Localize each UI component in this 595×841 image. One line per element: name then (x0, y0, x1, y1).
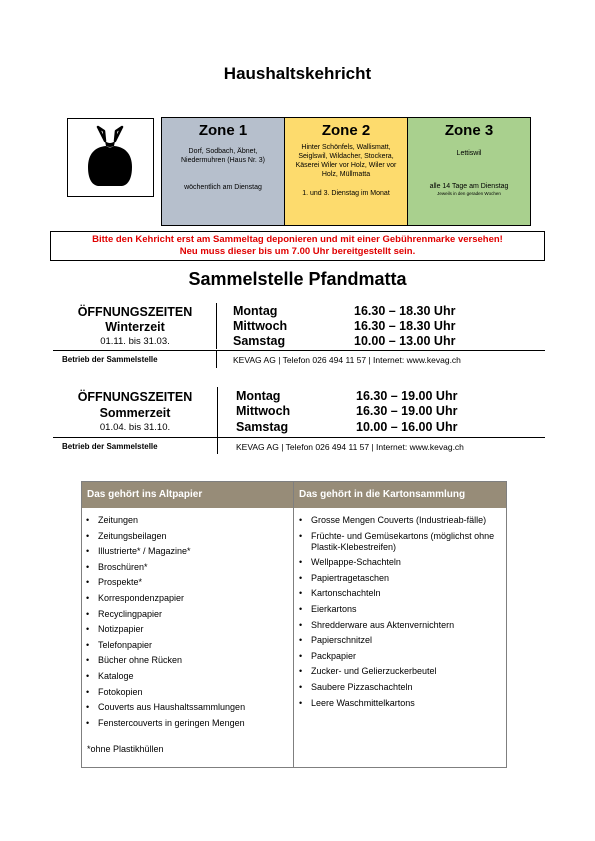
summer-day: Montag (236, 389, 281, 403)
winter-day: Mittwoch (233, 319, 288, 333)
winter-betrieb-label: Betrieb der Sammelstelle (62, 355, 158, 364)
zone-3-note: Jeweils in den geraden Wochen (437, 191, 501, 196)
column-divider (293, 482, 294, 767)
notice-line-1: Bitte den Kehricht erst am Sammeltag deponieren und mit einer Gebührenmarke versehen! (92, 234, 503, 245)
list-item: • Kartonschachteln (295, 588, 495, 599)
page-title: Haushaltskehricht (223, 64, 372, 83)
zone-3-name: Zone 3 (444, 122, 494, 139)
list-item: • Saubere Pizzaschachteln (295, 682, 495, 693)
list-item: • Recyclingpapier (82, 609, 290, 620)
summer-betrieb-divider (217, 438, 218, 454)
summer-date-range: 01.04. bis 31.10. (99, 422, 171, 433)
list-item: • Shredderware aus Aktenvernichtern (295, 620, 495, 631)
list-item: • Grosse Mengen Couverts (Industrieab-fälle) (295, 515, 495, 526)
list-item: • Notizpapier (82, 624, 290, 635)
garbage-bag-icon-frame (67, 118, 154, 197)
zone-1-name: Zone 1 (198, 122, 248, 139)
winter-day: Samstag (233, 334, 286, 348)
summer-separator (53, 437, 545, 438)
winter-divider (216, 303, 217, 349)
list-item: • Leere Waschmittelkartons (295, 698, 495, 709)
list-item: • Broschüren* (82, 562, 290, 573)
zone-3-schedule: alle 14 Tage am Dienstag (429, 183, 509, 190)
list-item: • Früchte- und Gemüsekartons (möglichst ohne Plastik-Klebestreifen) (295, 531, 495, 553)
list-item: • Papiertragetaschen (295, 573, 495, 584)
summer-time: 16.30 – 19.00 Uhr (356, 389, 458, 403)
list-item: • Kataloge (82, 671, 290, 682)
kartonsammlung-header: Das gehört in die Kartonsammlung (294, 482, 506, 508)
zone-3-places: Lettiswil (456, 150, 482, 157)
list-item: • Papierschnitzel (295, 635, 495, 646)
winter-day: Montag (233, 304, 278, 318)
paper-cardboard-table (81, 481, 507, 768)
list-item: • Telefonpapier (82, 640, 290, 651)
list-item: • Zeitungen (82, 515, 290, 526)
summer-betrieb-label: Betrieb der Sammelstelle (62, 442, 158, 451)
deposit-notice (50, 231, 545, 261)
kartonsammlung-list (295, 515, 495, 713)
summer-time: 10.00 – 16.00 Uhr (356, 420, 458, 434)
winter-date-range: 01.11. bis 31.03. (100, 336, 170, 347)
summer-day: Samstag (236, 420, 289, 434)
list-item: • Eierkartons (295, 604, 495, 615)
winter-time: 16.30 – 18.30 Uhr (354, 304, 456, 318)
summer-hours-label: ÖFFNUNGSZEITEN (77, 390, 193, 404)
winter-season: Winterzeit (105, 320, 165, 334)
winter-time: 16.30 – 18.30 Uhr (354, 319, 456, 333)
list-item: • Fenstercouverts in geringen Mengen (82, 718, 290, 729)
summer-day: Mittwoch (236, 404, 291, 418)
list-item: • Wellpappe-Schachteln (295, 557, 495, 568)
zone-2-schedule: 1. und 3. Dienstag im Monat (302, 190, 390, 197)
winter-time: 10.00 – 13.00 Uhr (354, 334, 456, 348)
list-item: • Zeitungsbeilagen (82, 531, 290, 542)
garbage-bag-icon (68, 119, 152, 195)
list-item: • Packpapier (295, 651, 495, 662)
winter-betrieb-value: KEVAG AG | Telefon 026 494 11 57 | Internet: www.kevag.ch (233, 355, 461, 365)
list-item: • Couverts aus Haushaltssammlungen (82, 702, 290, 713)
winter-betrieb-divider (216, 351, 217, 368)
summer-betrieb-value: KEVAG AG | Telefon 026 494 11 57 | Internet: www.kevag.ch (236, 442, 464, 452)
zone-2-card (284, 117, 408, 226)
zone-2-places: Hinter Schönfels, Wallismatt, Seiglswil, Wildacher, Stockera, Käserei Wiler vor Holz, Wiler vor Holz, Müllmatta (295, 144, 397, 178)
summer-time: 16.30 – 19.00 Uhr (356, 404, 458, 418)
altpapier-header: Das gehört ins Altpapier (82, 482, 293, 508)
summer-divider (217, 387, 218, 437)
list-item: • Zucker- und Gelierzuckerbeutel (295, 666, 495, 677)
list-item: • Korrespondenzpapier (82, 593, 290, 604)
zone-1-places: Dorf, Sodbach, Äbnet, Niedermuhren (Haus Nr. 3) (180, 148, 266, 164)
altpapier-footnote: *ohne Plastikhüllen (87, 744, 164, 754)
notice-line-2: Neu muss dieser bis um 7.00 Uhr bereitgestellt sein. (179, 246, 416, 257)
altpapier-list (82, 515, 290, 733)
sammelstelle-title: Sammelstelle Pfandmatta (188, 269, 407, 289)
list-item: • Illustrierte* / Magazine* (82, 546, 290, 557)
summer-season: Sommerzeit (99, 406, 171, 420)
zone-3-card (407, 117, 531, 226)
zone-1-card (161, 117, 285, 226)
zone-1-schedule: wöchentlich am Dienstag (184, 184, 262, 191)
winter-hours-label: ÖFFNUNGSZEITEN (77, 305, 193, 319)
zone-2-name: Zone 2 (321, 122, 371, 139)
list-item: • Bücher ohne Rücken (82, 655, 290, 666)
winter-separator (53, 350, 545, 351)
list-item: • Fotokopien (82, 687, 290, 698)
list-item: • Prospekte* (82, 577, 290, 588)
